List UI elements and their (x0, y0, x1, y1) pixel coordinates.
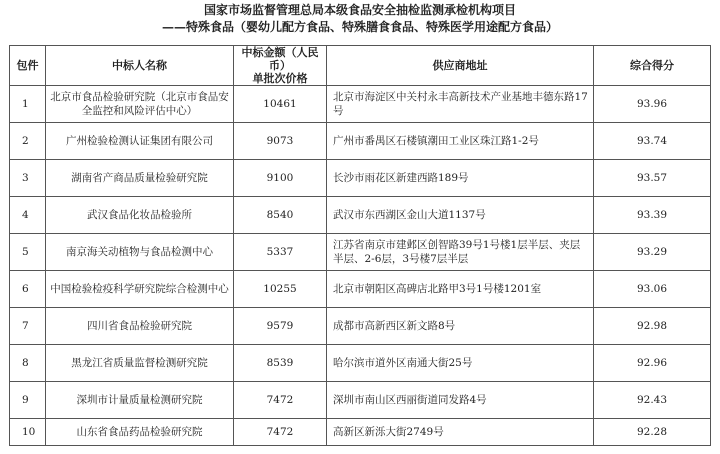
cell-score: 92.96 (594, 345, 711, 382)
cell-amount: 8540 (234, 197, 327, 234)
cell-score: 93.39 (594, 197, 711, 234)
cell-package: 1 (10, 86, 46, 123)
cell-winner: 山东省食品药品检验研究院 (46, 419, 234, 446)
cell-address: 广州市番禺区石楼镇潮田工业区珠江路1-2号 (327, 123, 594, 160)
cell-winner: 黑龙江省质量监督检测研究院 (46, 345, 234, 382)
cell-package: 4 (10, 197, 46, 234)
cell-package: 7 (10, 308, 46, 345)
table-row (10, 382, 711, 419)
title-line-2: ——特殊食品（婴幼儿配方食品、特殊膳食食品、特殊医学用途配方食品） (161, 20, 558, 34)
col-header-address: 供应商地址 (327, 46, 594, 86)
cell-package: 10 (10, 419, 46, 446)
title-line-1: 国家市场监督管理总局本级食品安全抽检监测承检机构项目 (203, 3, 516, 17)
cell-score: 92.28 (594, 419, 711, 446)
cell-score: 93.74 (594, 123, 711, 160)
cell-score: 93.29 (594, 234, 711, 271)
cell-address: 北京市海淀区中关村永丰高新技术产业基地丰德东路17号 (327, 86, 594, 123)
col-header-package: 包件 (10, 46, 46, 86)
cell-package: 6 (10, 271, 46, 308)
cell-winner: 四川省食品检验研究院 (46, 308, 234, 345)
col-header-amount-line2: 单批次价格 (252, 72, 308, 85)
cell-package: 3 (10, 160, 46, 197)
cell-amount: 7472 (234, 419, 327, 446)
table-header-row (10, 46, 711, 86)
table-row (10, 234, 711, 271)
cell-package: 9 (10, 382, 46, 419)
cell-address: 哈尔滨市道外区南通大街25号 (327, 345, 594, 382)
cell-package: 5 (10, 234, 46, 271)
col-header-winner: 中标人名称 (46, 46, 234, 86)
cell-address: 北京市朝阳区高碑店北路甲3号1号楼1201室 (327, 271, 594, 308)
cell-amount: 10255 (234, 271, 327, 308)
cell-score: 92.43 (594, 382, 711, 419)
cell-address: 高新区新泺大街2749号 (327, 419, 594, 446)
cell-winner: 湖南省产商品质量检验研究院 (46, 160, 234, 197)
table-row (10, 419, 711, 446)
cell-winner: 南京海关动植物与食品检测中心 (46, 234, 234, 271)
document-title (0, 2, 720, 36)
cell-score: 93.57 (594, 160, 711, 197)
cell-address: 成都市高新西区新文路8号 (327, 308, 594, 345)
results-table (9, 45, 711, 446)
table-row (10, 345, 711, 382)
cell-package: 8 (10, 345, 46, 382)
cell-address: 江苏省南京市建邺区创智路39号1号楼1层半层、夹层半层、2-6层，3号楼7层半层 (327, 234, 594, 271)
col-header-score: 综合得分 (594, 46, 711, 86)
cell-winner: 武汉食品化妆品检验所 (46, 197, 234, 234)
cell-amount: 5337 (234, 234, 327, 271)
cell-address: 长沙市雨花区新建西路189号 (327, 160, 594, 197)
cell-address: 深圳市南山区西丽街道同发路4号 (327, 382, 594, 419)
cell-score: 93.06 (594, 271, 711, 308)
cell-amount: 10461 (234, 86, 327, 123)
cell-amount: 7472 (234, 382, 327, 419)
table-row (10, 197, 711, 234)
cell-winner: 广州检验检测认证集团有限公司 (46, 123, 234, 160)
cell-winner: 北京市食品检验研究院（北京市食品安全监控和风险评估中心） (46, 86, 234, 123)
table-row (10, 86, 711, 123)
col-header-amount (234, 46, 327, 86)
table-row (10, 271, 711, 308)
table-row (10, 123, 711, 160)
col-header-amount-line1: 中标金额（人民币） (241, 46, 319, 72)
cell-amount: 9073 (234, 123, 327, 160)
cell-package: 2 (10, 123, 46, 160)
table-row (10, 308, 711, 345)
cell-winner: 中国检验检疫科学研究院综合检测中心 (46, 271, 234, 308)
cell-address: 武汉市东西湖区金山大道1137号 (327, 197, 594, 234)
cell-winner: 深圳市计量质量检测研究院 (46, 382, 234, 419)
table-row (10, 160, 711, 197)
cell-amount: 9100 (234, 160, 327, 197)
cell-score: 93.96 (594, 86, 711, 123)
cell-amount: 8539 (234, 345, 327, 382)
cell-amount: 9579 (234, 308, 327, 345)
cell-score: 92.98 (594, 308, 711, 345)
